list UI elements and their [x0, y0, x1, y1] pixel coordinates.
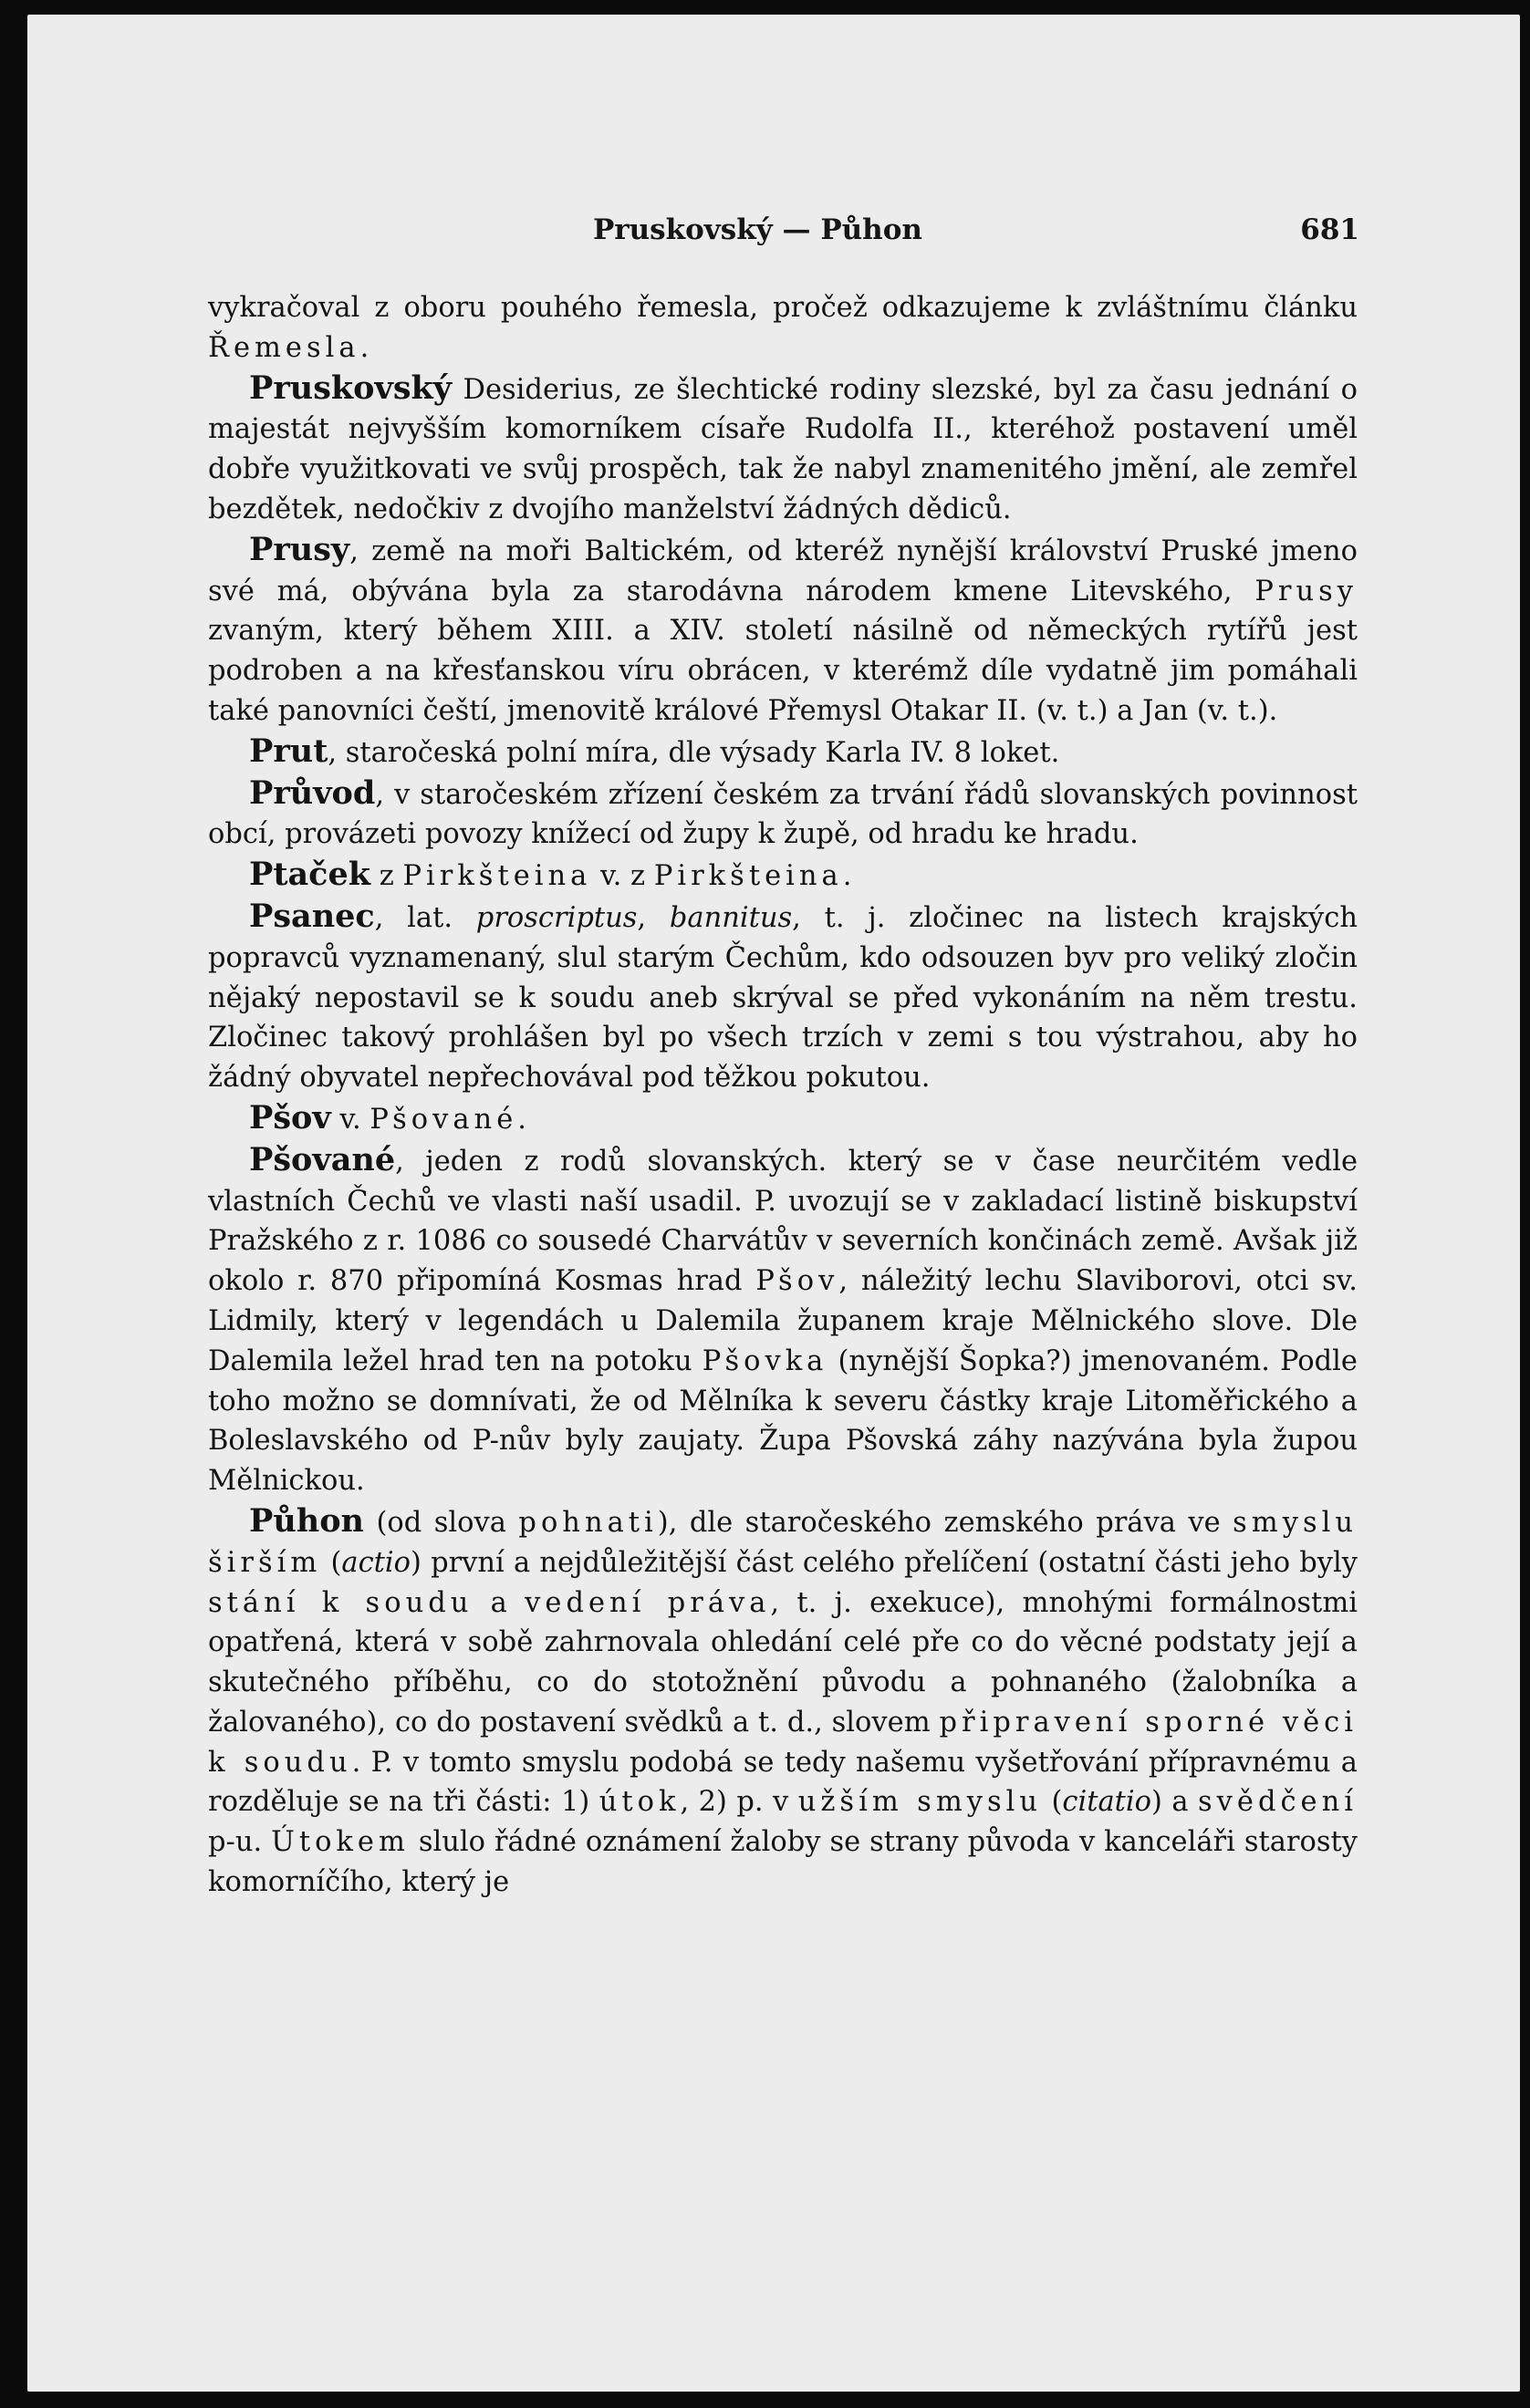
entry-psovane: Pšované, jeden z rodů slovanských. který se v čase neurčitém vedle vlastních Čechů ve vlasti naší usadil. P. uvozují se v zakladací listině biskupství Pražského z r. 1086 co sousedé Charvátův v severních končinách země. Avšak již okolo r. 870 připomíná Kosmas hrad Pšov, náležitý lechu Slaviborovi, otci sv. Lidmily, který v legendách u Dalemila županem kraje Mělnického slove. Dle Dalemila ležel hrad ten na potoku Pšovka (nynější Šopka?) jmenovaném. Podle toho možno se domnívati, že od Mělníka k severu částky kraje Litoměřického a Boleslavského od P-nův byly zaujaty. Župa Pšovská záhy nazývána byla župou Mělnickou.: [208, 1140, 1358, 1498]
book-page: [27, 15, 1520, 2392]
headword: Pšované: [249, 1140, 396, 1178]
headword: Pruskovský: [249, 368, 453, 407]
headword: Půhon: [249, 1501, 365, 1540]
entry-prusy: Prusy, země na moři Baltickém, od kteréž nynější království Pruské jmeno své má, obývána byla za starodávna národem kmene Litevského, Prusy zvaným, který během XIII. a XIV. století násilně od německých rytířů jest podroben a na křesťanskou víru obrácen, v kterémž díle vydatně jim pomáhali také panovníci čeští, jmenovitě králové Přemysl Otakar II. (v. t.) a Jan (v. t.).: [208, 530, 1358, 727]
headword: Pšov: [249, 1098, 331, 1137]
entry-puhon: Půhon (od slova pohnati), dle staročeského zemského práva ve smyslu širším (actio) první a nejdůležitější část celého přelíčení (ostatní části jeho byly stání k soudu a vedení práva, t. j. exekuce), mnohými formálnostmi opatřená, která v sobě zahrnovala ohledání celé pře co do věcné podstaty její a skutečného příběhu, co do stotožnění původu a pohnaného (žalobníka a žalovaného), co do postavení svědků a t. d., slovem připravení sporné věci k soudu. P. v tomto smyslu podobá se tedy našemu vyšetřování přípravnému a rozděluje se na tři části: 1) útok, 2) p. v užším smyslu (citatio) a svědčení p-u. Útokem slulo řádné oznámení žaloby se strany původa v kanceláři starosty komorníčího, který je: [208, 1501, 1358, 1899]
headword: Prut: [249, 732, 328, 770]
entry-pruvod: Průvod, v staročeském zřízení českém za trvání řádů slovanských povinnost obcí, provázeti povozy knížecí od župy k župě, od hradu ke hradu.: [208, 773, 1358, 851]
entry-continuation: vykračoval z oboru pouhého řemesla, pročež odkazujeme k zvláštnímu článku Řemesla.: [208, 292, 1358, 364]
entry-psanec: Psanec, lat. proscriptus, bannitus, t. j. zločinec na listech krajských popravců vyznamenaný, slul starým Čechům, kdo odsouzen byv pro veliký zločin nějaký nepostavil se k soudu aneb skrýval se před vykonáním na něm trestu. Zločinec takový prohlášen byl po všech trzích v zemi s tou výstrahou, aby ho žádný obyvatel nepřechovával pod těžkou pokutou.: [208, 897, 1358, 1095]
entry-psov: Pšov v. Pšované.: [249, 1098, 526, 1137]
cross-reference: Pirkšteina: [653, 860, 843, 893]
headword: Prusy: [249, 530, 350, 568]
running-head: Pruskovský — Půhon: [593, 213, 922, 246]
entry-pruskovsky: Pruskovský Desiderius, ze šlechtické rodiny slezské, byl za času jednání o majestát nejvyšším komorníkem císaře Rudolfa II., kteréhož postavení uměl dobře využitkovati ve svůj prospěch, tak že nabyl znamenitého jmění, ale zemřel bezdětek, nedočkiv z dvojího manželství žádných dědiců.: [208, 368, 1358, 525]
page-number: 681: [1300, 213, 1359, 246]
cross-reference: Řemesla: [208, 331, 360, 364]
entry-prut: Prut, staročeská polní míra, dle výsady Karla IV. 8 loket.: [249, 732, 1060, 770]
entry-ptacek: Ptaček z Pirkšteina v. z Pirkšteina.: [249, 856, 852, 894]
dictionary-text: [208, 288, 1358, 1903]
cross-reference: Pšované: [369, 1103, 518, 1136]
headword: Ptaček: [249, 856, 370, 894]
headword: Průvod: [249, 773, 376, 812]
page-header: [593, 213, 1359, 250]
headword: Psanec: [249, 897, 375, 935]
